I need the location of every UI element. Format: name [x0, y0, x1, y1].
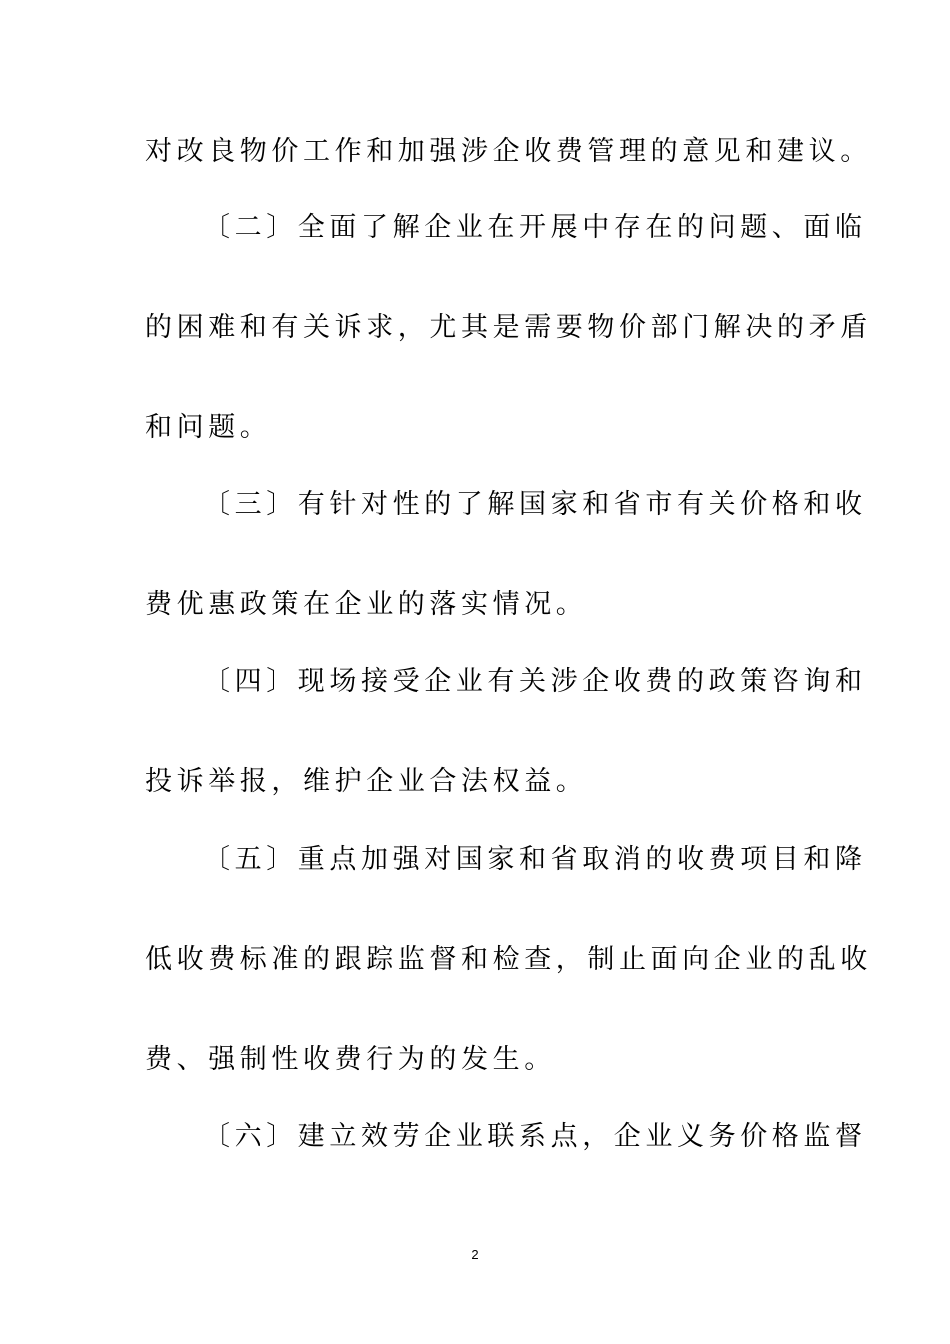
text-line: 〔五〕重点加强对国家和省取消的收费项目和降	[203, 844, 867, 875]
page-number: 2	[471, 1247, 479, 1262]
text-line: 投诉举报，维护企业合法权益。	[145, 766, 588, 797]
text-line: 〔六〕建立效劳企业联系点，企业义务价格监督	[203, 1121, 867, 1152]
text-line: 对改良物价工作和加强涉企收费管理的意见和建议。	[145, 136, 872, 167]
text-line: 费优惠政策在企业的落实情况。	[145, 589, 588, 620]
text-line: 低收费标准的跟踪监督和检查，制止面向企业的乱收	[145, 944, 872, 975]
text-line: 和问题。	[145, 412, 272, 443]
text-line: 〔二〕全面了解企业在开展中存在的问题、面临	[203, 212, 867, 243]
text-line: 的困难和有关诉求，尤其是需要物价部门解决的矛盾	[145, 312, 872, 343]
text-line: 费、强制性收费行为的发生。	[145, 1044, 556, 1075]
text-line: 〔四〕现场接受企业有关涉企收费的政策咨询和	[203, 666, 867, 697]
text-line: 〔三〕有针对性的了解国家和省市有关价格和收	[203, 489, 867, 520]
